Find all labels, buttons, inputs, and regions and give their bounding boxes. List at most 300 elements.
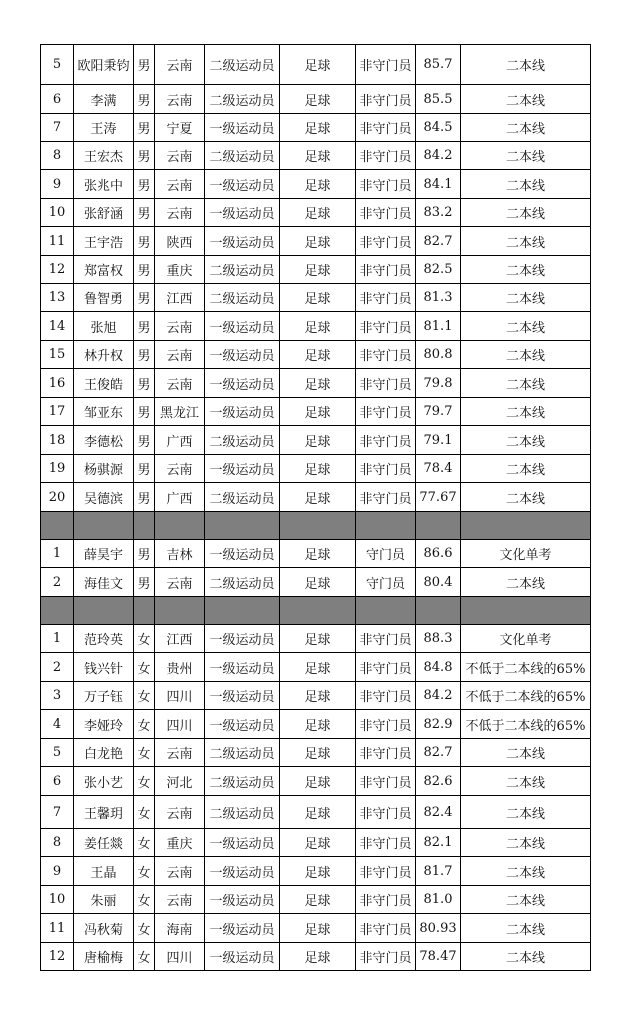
athlete-name: 吴德滨 — [74, 483, 134, 512]
admission-note: 不低于二本线的65% — [461, 710, 591, 739]
athlete-score: 82.7 — [416, 739, 461, 767]
athlete-province: 河北 — [155, 767, 205, 796]
table-row — [41, 284, 591, 312]
separator-cell — [280, 512, 356, 540]
athlete-level: 一级运动员 — [205, 398, 280, 426]
row-number: 6 — [41, 85, 74, 114]
athlete-score: 80.4 — [416, 568, 461, 597]
athlete-score: 79.8 — [416, 369, 461, 398]
table-row — [41, 455, 591, 483]
athlete-level: 二级运动员 — [205, 142, 280, 170]
athlete-province: 云南 — [155, 45, 205, 85]
athlete-sport: 足球 — [280, 312, 356, 341]
athlete-sport: 足球 — [280, 284, 356, 312]
athlete-sex: 女 — [134, 914, 155, 943]
athlete-sex: 男 — [134, 341, 155, 369]
table-row — [41, 45, 591, 85]
athlete-score: 81.7 — [416, 857, 461, 886]
separator-cell — [74, 512, 134, 540]
row-number: 10 — [41, 199, 74, 227]
row-number: 11 — [41, 914, 74, 943]
row-number: 9 — [41, 857, 74, 886]
athlete-level: 二级运动员 — [205, 45, 280, 85]
athlete-level: 二级运动员 — [205, 767, 280, 796]
row-number: 3 — [41, 682, 74, 710]
athlete-score: 77.67 — [416, 483, 461, 512]
table-row — [41, 739, 591, 767]
table-row — [41, 857, 591, 886]
admission-note: 文化单考 — [461, 625, 591, 653]
table-row — [41, 767, 591, 796]
athlete-score: 88.3 — [416, 625, 461, 653]
athlete-sex: 女 — [134, 886, 155, 914]
athlete-sex: 女 — [134, 767, 155, 796]
athlete-name: 万子钰 — [74, 682, 134, 710]
athlete-level: 二级运动员 — [205, 256, 280, 284]
athlete-name: 欧阳秉钧 — [74, 45, 134, 85]
athlete-score: 79.7 — [416, 398, 461, 426]
athlete-level: 一级运动员 — [205, 829, 280, 857]
athlete-score: 81.1 — [416, 312, 461, 341]
row-number: 12 — [41, 256, 74, 284]
athlete-level: 一级运动员 — [205, 227, 280, 256]
athlete-province: 四川 — [155, 682, 205, 710]
table-row — [41, 829, 591, 857]
athlete-score: 85.7 — [416, 45, 461, 85]
athlete-name: 范玲英 — [74, 625, 134, 653]
athlete-sport: 足球 — [280, 45, 356, 85]
athlete-sex: 男 — [134, 142, 155, 170]
admission-note: 二本线 — [461, 142, 591, 170]
athlete-position: 非守门员 — [356, 653, 416, 682]
admission-note: 二本线 — [461, 767, 591, 796]
athlete-province: 云南 — [155, 455, 205, 483]
athlete-sport: 足球 — [280, 426, 356, 455]
athlete-position: 非守门员 — [356, 256, 416, 284]
table-row — [41, 710, 591, 739]
athlete-sex: 男 — [134, 398, 155, 426]
row-number: 16 — [41, 369, 74, 398]
admission-note: 二本线 — [461, 886, 591, 914]
athlete-level: 一级运动员 — [205, 312, 280, 341]
athlete-sex: 男 — [134, 45, 155, 85]
athlete-score: 83.2 — [416, 199, 461, 227]
athlete-level: 二级运动员 — [205, 739, 280, 767]
athlete-sex: 女 — [134, 653, 155, 682]
athlete-name: 林升权 — [74, 341, 134, 369]
separator-cell — [155, 597, 205, 625]
table-row — [41, 914, 591, 943]
athlete-sex: 男 — [134, 114, 155, 142]
admission-note: 二本线 — [461, 426, 591, 455]
separator-cell — [134, 512, 155, 540]
athlete-sport: 足球 — [280, 142, 356, 170]
separator-cell — [134, 597, 155, 625]
athlete-name: 王涛 — [74, 114, 134, 142]
row-number: 5 — [41, 739, 74, 767]
separator-cell — [356, 512, 416, 540]
athlete-province: 云南 — [155, 369, 205, 398]
athlete-name: 李德松 — [74, 426, 134, 455]
row-number: 8 — [41, 142, 74, 170]
admission-note: 二本线 — [461, 312, 591, 341]
separator-cell — [356, 597, 416, 625]
athlete-level: 一级运动员 — [205, 114, 280, 142]
separator-cell — [205, 597, 280, 625]
admission-note: 不低于二本线的65% — [461, 682, 591, 710]
athlete-province: 四川 — [155, 710, 205, 739]
admission-note: 二本线 — [461, 341, 591, 369]
athlete-position: 非守门员 — [356, 483, 416, 512]
athlete-name: 王宇浩 — [74, 227, 134, 256]
athlete-sport: 足球 — [280, 199, 356, 227]
athlete-province: 云南 — [155, 857, 205, 886]
athlete-province: 广西 — [155, 483, 205, 512]
athlete-position: 非守门员 — [356, 886, 416, 914]
athlete-level: 一级运动员 — [205, 369, 280, 398]
athlete-province: 宁夏 — [155, 114, 205, 142]
athlete-province: 贵州 — [155, 653, 205, 682]
athlete-sex: 男 — [134, 568, 155, 597]
athlete-position: 非守门员 — [356, 114, 416, 142]
athlete-sport: 足球 — [280, 341, 356, 369]
separator-cell — [205, 512, 280, 540]
athlete-level: 二级运动员 — [205, 483, 280, 512]
table-row — [41, 653, 591, 682]
athlete-province: 四川 — [155, 943, 205, 971]
athlete-level: 一级运动员 — [205, 199, 280, 227]
athlete-name: 李满 — [74, 85, 134, 114]
athlete-sex: 女 — [134, 710, 155, 739]
athlete-sex: 男 — [134, 426, 155, 455]
table-row — [41, 227, 591, 256]
athlete-level: 一级运动员 — [205, 540, 280, 568]
admission-note: 文化单考 — [461, 540, 591, 568]
table-row — [41, 341, 591, 369]
athlete-name: 薛昊宇 — [74, 540, 134, 568]
athlete-level: 一级运动员 — [205, 625, 280, 653]
athlete-sport: 足球 — [280, 767, 356, 796]
athlete-sex: 女 — [134, 625, 155, 653]
athlete-sport: 足球 — [280, 796, 356, 829]
athlete-level: 一级运动员 — [205, 341, 280, 369]
athlete-sport: 足球 — [280, 739, 356, 767]
athlete-sex: 男 — [134, 227, 155, 256]
athlete-sex: 男 — [134, 85, 155, 114]
athlete-sport: 足球 — [280, 455, 356, 483]
athlete-province: 江西 — [155, 625, 205, 653]
athlete-sport: 足球 — [280, 256, 356, 284]
admission-note: 二本线 — [461, 829, 591, 857]
athlete-sport: 足球 — [280, 829, 356, 857]
athlete-province: 广西 — [155, 426, 205, 455]
athlete-level: 一级运动员 — [205, 914, 280, 943]
athlete-province: 云南 — [155, 886, 205, 914]
athlete-sex: 男 — [134, 284, 155, 312]
athlete-name: 李娅玲 — [74, 710, 134, 739]
table-row — [41, 426, 591, 455]
athlete-sex: 女 — [134, 682, 155, 710]
athlete-position: 非守门员 — [356, 398, 416, 426]
admission-note: 二本线 — [461, 914, 591, 943]
athlete-sex: 男 — [134, 256, 155, 284]
athlete-province: 云南 — [155, 796, 205, 829]
athlete-sport: 足球 — [280, 483, 356, 512]
athlete-sport: 足球 — [280, 227, 356, 256]
athlete-level: 一级运动员 — [205, 886, 280, 914]
athlete-score: 80.8 — [416, 341, 461, 369]
athlete-score: 84.8 — [416, 653, 461, 682]
athlete-name: 王晶 — [74, 857, 134, 886]
admission-note: 二本线 — [461, 943, 591, 971]
table-row — [41, 398, 591, 426]
athlete-score: 81.0 — [416, 886, 461, 914]
athlete-score: 84.5 — [416, 114, 461, 142]
athlete-sport: 足球 — [280, 653, 356, 682]
athlete-score: 85.5 — [416, 85, 461, 114]
athlete-sport: 足球 — [280, 85, 356, 114]
row-number: 10 — [41, 886, 74, 914]
athlete-sport: 足球 — [280, 568, 356, 597]
admission-note: 二本线 — [461, 85, 591, 114]
athlete-sport: 足球 — [280, 170, 356, 199]
table-row — [41, 199, 591, 227]
athlete-sport: 足球 — [280, 540, 356, 568]
athlete-name: 邹亚东 — [74, 398, 134, 426]
athlete-province: 云南 — [155, 85, 205, 114]
admission-note: 二本线 — [461, 857, 591, 886]
athlete-name: 白龙艳 — [74, 739, 134, 767]
athlete-position: 非守门员 — [356, 914, 416, 943]
athlete-name: 朱丽 — [74, 886, 134, 914]
athlete-position: 守门员 — [356, 568, 416, 597]
table-row — [41, 170, 591, 199]
admission-note: 二本线 — [461, 170, 591, 199]
row-number: 4 — [41, 710, 74, 739]
table-row — [41, 886, 591, 914]
table-row — [41, 312, 591, 341]
athlete-position: 非守门员 — [356, 767, 416, 796]
admission-note: 二本线 — [461, 369, 591, 398]
athlete-position: 非守门员 — [356, 829, 416, 857]
athlete-position: 非守门员 — [356, 426, 416, 455]
separator-cell — [41, 597, 74, 625]
row-number: 20 — [41, 483, 74, 512]
athlete-level: 一级运动员 — [205, 682, 280, 710]
athlete-score: 82.6 — [416, 767, 461, 796]
athlete-province: 云南 — [155, 739, 205, 767]
athlete-score: 84.1 — [416, 170, 461, 199]
row-number: 12 — [41, 943, 74, 971]
athlete-position: 非守门员 — [356, 682, 416, 710]
athlete-name: 杨骐源 — [74, 455, 134, 483]
athlete-level: 二级运动员 — [205, 796, 280, 829]
athlete-sex: 女 — [134, 739, 155, 767]
athlete-position: 非守门员 — [356, 199, 416, 227]
athlete-score: 78.47 — [416, 943, 461, 971]
table-row — [41, 796, 591, 829]
separator-cell — [416, 512, 461, 540]
row-number: 17 — [41, 398, 74, 426]
athlete-sport: 足球 — [280, 857, 356, 886]
row-number: 7 — [41, 796, 74, 829]
athlete-province: 海南 — [155, 914, 205, 943]
athlete-province: 云南 — [155, 199, 205, 227]
athlete-score: 78.4 — [416, 455, 461, 483]
athlete-level: 一级运动员 — [205, 943, 280, 971]
athlete-province: 云南 — [155, 142, 205, 170]
athlete-sport: 足球 — [280, 710, 356, 739]
row-number: 9 — [41, 170, 74, 199]
athlete-province: 吉林 — [155, 540, 205, 568]
athlete-province: 云南 — [155, 341, 205, 369]
athlete-name: 张舒涵 — [74, 199, 134, 227]
row-number: 18 — [41, 426, 74, 455]
athlete-name: 张小艺 — [74, 767, 134, 796]
athlete-sex: 男 — [134, 312, 155, 341]
athlete-position: 非守门员 — [356, 710, 416, 739]
athlete-score: 84.2 — [416, 142, 461, 170]
row-number: 11 — [41, 227, 74, 256]
separator-cell — [41, 512, 74, 540]
athlete-score: 79.1 — [416, 426, 461, 455]
table-body — [41, 45, 591, 971]
table-row — [41, 625, 591, 653]
athlete-province: 重庆 — [155, 829, 205, 857]
row-number: 6 — [41, 767, 74, 796]
athlete-table — [40, 44, 591, 971]
athlete-name: 海佳文 — [74, 568, 134, 597]
athlete-sport: 足球 — [280, 886, 356, 914]
athlete-position: 非守门员 — [356, 341, 416, 369]
table-row — [41, 369, 591, 398]
row-number: 13 — [41, 284, 74, 312]
table-row — [41, 568, 591, 597]
row-number: 2 — [41, 568, 74, 597]
row-number: 14 — [41, 312, 74, 341]
table-row — [41, 256, 591, 284]
athlete-level: 一级运动员 — [205, 455, 280, 483]
athlete-level: 二级运动员 — [205, 568, 280, 597]
athlete-province: 云南 — [155, 170, 205, 199]
athlete-sex: 女 — [134, 796, 155, 829]
separator-cell — [461, 512, 591, 540]
athlete-score: 82.9 — [416, 710, 461, 739]
athlete-position: 非守门员 — [356, 227, 416, 256]
admission-note: 二本线 — [461, 398, 591, 426]
athlete-sex: 男 — [134, 170, 155, 199]
athlete-score: 84.2 — [416, 682, 461, 710]
separator-cell — [416, 597, 461, 625]
athlete-level: 二级运动员 — [205, 284, 280, 312]
athlete-sport: 足球 — [280, 682, 356, 710]
athlete-province: 重庆 — [155, 256, 205, 284]
athlete-level: 一级运动员 — [205, 170, 280, 199]
row-number: 5 — [41, 45, 74, 85]
row-number: 2 — [41, 653, 74, 682]
athlete-position: 非守门员 — [356, 45, 416, 85]
separator-cell — [280, 597, 356, 625]
section-separator-row — [41, 597, 591, 625]
athlete-level: 一级运动员 — [205, 710, 280, 739]
athlete-name: 钱兴针 — [74, 653, 134, 682]
admission-note: 二本线 — [461, 796, 591, 829]
athlete-position: 守门员 — [356, 540, 416, 568]
athlete-name: 冯秋菊 — [74, 914, 134, 943]
athlete-score: 80.93 — [416, 914, 461, 943]
table-row — [41, 682, 591, 710]
athlete-position: 非守门员 — [356, 312, 416, 341]
athlete-position: 非守门员 — [356, 857, 416, 886]
athlete-position: 非守门员 — [356, 369, 416, 398]
row-number: 19 — [41, 455, 74, 483]
athlete-name: 张旭 — [74, 312, 134, 341]
athlete-sex: 男 — [134, 540, 155, 568]
athlete-sport: 足球 — [280, 914, 356, 943]
separator-cell — [155, 512, 205, 540]
athlete-sport: 足球 — [280, 398, 356, 426]
athlete-province: 黑龙江 — [155, 398, 205, 426]
athlete-sex: 女 — [134, 943, 155, 971]
athlete-level: 二级运动员 — [205, 426, 280, 455]
admission-note: 二本线 — [461, 483, 591, 512]
athlete-province: 云南 — [155, 568, 205, 597]
athlete-sport: 足球 — [280, 114, 356, 142]
athlete-sex: 男 — [134, 369, 155, 398]
admission-note: 二本线 — [461, 739, 591, 767]
athlete-score: 81.3 — [416, 284, 461, 312]
athlete-level: 一级运动员 — [205, 653, 280, 682]
admission-note: 二本线 — [461, 568, 591, 597]
athlete-sport: 足球 — [280, 625, 356, 653]
athlete-score: 86.6 — [416, 540, 461, 568]
athlete-sex: 女 — [134, 857, 155, 886]
athlete-name: 姜任燚 — [74, 829, 134, 857]
athlete-province: 江西 — [155, 284, 205, 312]
athlete-score: 82.1 — [416, 829, 461, 857]
athlete-name: 张兆中 — [74, 170, 134, 199]
athlete-score: 82.7 — [416, 227, 461, 256]
admission-note: 二本线 — [461, 199, 591, 227]
athlete-name: 王俊皓 — [74, 369, 134, 398]
athlete-province: 云南 — [155, 312, 205, 341]
athlete-level: 一级运动员 — [205, 857, 280, 886]
athlete-sex: 男 — [134, 483, 155, 512]
admission-note: 二本线 — [461, 455, 591, 483]
admission-note: 二本线 — [461, 114, 591, 142]
athlete-sex: 女 — [134, 829, 155, 857]
row-number: 1 — [41, 625, 74, 653]
admission-note: 二本线 — [461, 45, 591, 85]
athlete-sex: 男 — [134, 455, 155, 483]
table-row — [41, 483, 591, 512]
row-number: 8 — [41, 829, 74, 857]
athlete-position: 非守门员 — [356, 284, 416, 312]
athlete-position: 非守门员 — [356, 943, 416, 971]
athlete-position: 非守门员 — [356, 170, 416, 199]
separator-cell — [461, 597, 591, 625]
athlete-position: 非守门员 — [356, 142, 416, 170]
athlete-sex: 男 — [134, 199, 155, 227]
admission-note: 二本线 — [461, 256, 591, 284]
table-row — [41, 142, 591, 170]
table-row — [41, 114, 591, 142]
table-row — [41, 540, 591, 568]
row-number: 1 — [41, 540, 74, 568]
athlete-level: 二级运动员 — [205, 85, 280, 114]
athlete-sport: 足球 — [280, 369, 356, 398]
athlete-position: 非守门员 — [356, 796, 416, 829]
